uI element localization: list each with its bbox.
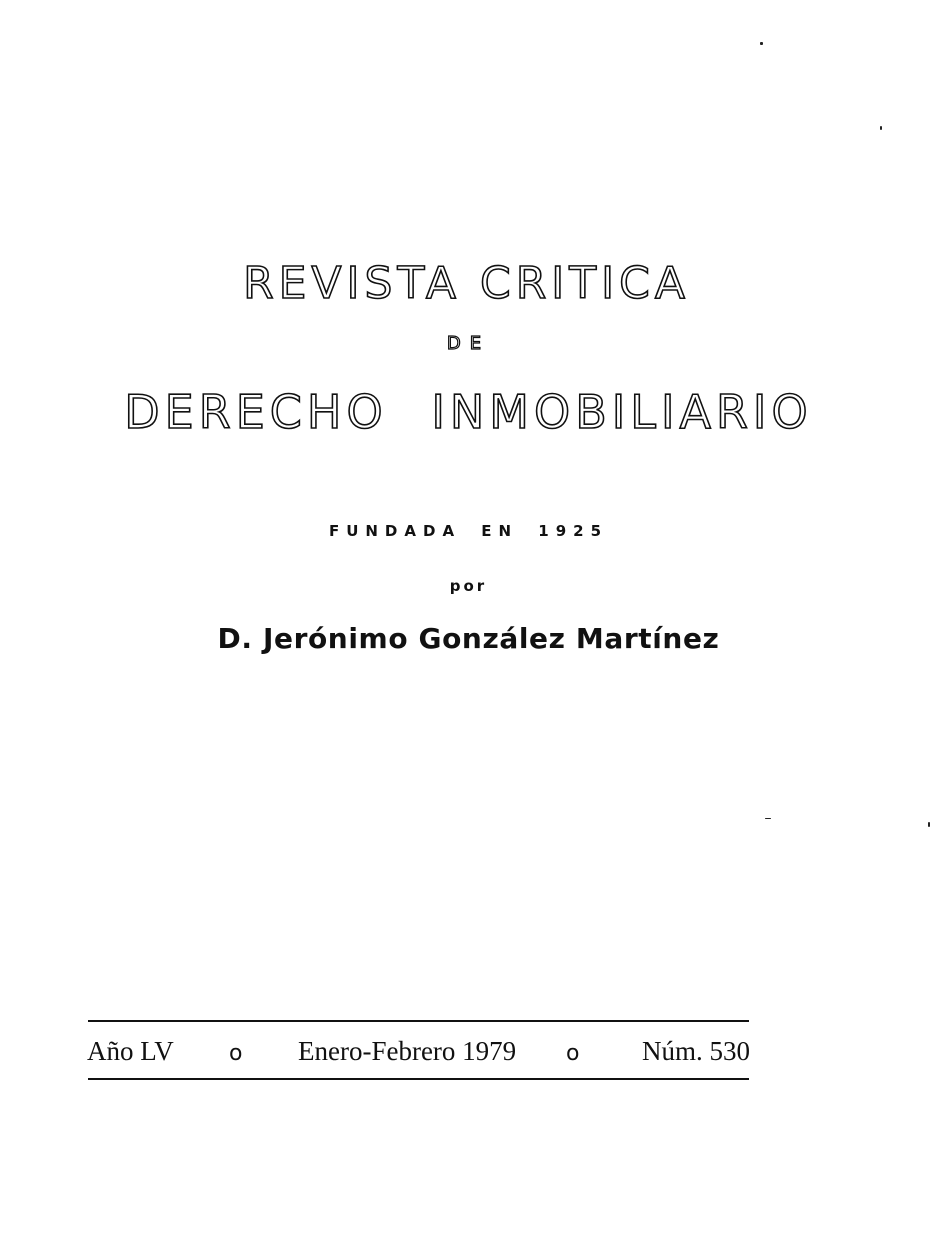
scan-speck	[880, 126, 882, 130]
founder-name: D. Jerónimo González Martínez	[217, 622, 720, 655]
scan-speck	[928, 822, 930, 827]
footer-separator: o	[229, 1041, 243, 1066]
founded-by-label: por	[449, 577, 488, 595]
footer-separator: o	[566, 1041, 580, 1066]
issue-number: Núm. 530	[642, 1036, 750, 1066]
footer-bottom-rule	[88, 1078, 749, 1080]
journal-title-connector: DE	[446, 333, 491, 354]
issue-date: Enero-Febrero 1979	[298, 1036, 517, 1066]
scan-speck	[765, 818, 771, 819]
issue-year-label: Año LV	[87, 1036, 174, 1066]
journal-title-line-1: REVISTA CRITICA	[243, 258, 690, 309]
scan-speck	[760, 42, 763, 45]
journal-title-line-2: DERECHO INMOBILIARIO	[124, 385, 813, 439]
footer-top-rule	[88, 1020, 749, 1022]
founded-year-text: FUNDADA EN 1925	[328, 522, 609, 540]
